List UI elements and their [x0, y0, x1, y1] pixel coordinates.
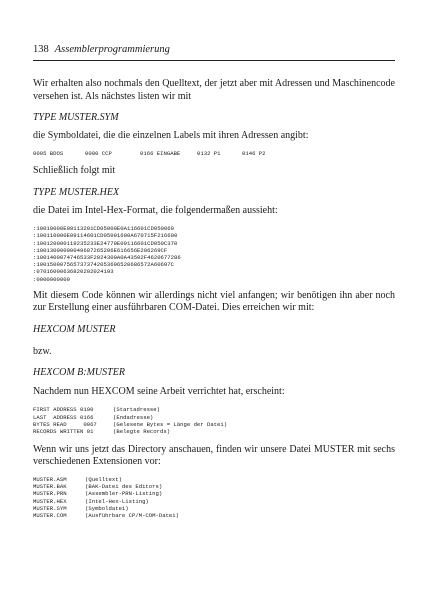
bzw-text: bzw. [33, 345, 52, 357]
file-desc: (Ausführbare CP/M-COM-Datei) [85, 512, 179, 520]
file-desc: (Symboldatei) [85, 504, 129, 512]
symbol-entry: 0005 BDOS [33, 150, 64, 158]
symbol-entry: 0132 P1 [197, 150, 221, 158]
symbol-entry: 0166 EINGABE [140, 150, 181, 158]
hex-line: :10013000000049687265206E616656E206269CF [33, 246, 168, 254]
hex-line: :10010000E09113201CD05000E0A116601CD050060 [33, 225, 174, 233]
header-rule [33, 60, 395, 61]
page-header [33, 44, 395, 58]
hex-line: :07016000636820202024193 [33, 268, 114, 276]
hex-line: :1001500075657373742053696520686572A60697C [33, 261, 174, 269]
file-desc: (Assembler-PRN-Listing) [85, 490, 163, 498]
file-list [33, 476, 395, 520]
output-note: (Endadresse) [113, 413, 154, 421]
output-field: FIRST ADDRESS 0100 [33, 406, 94, 414]
command-hexcom-b: HEXCOM B:MUSTER [33, 367, 125, 379]
file-desc: (Quelltext) [85, 475, 122, 483]
paragraph-6: Nachdem nun HEXCOM seine Arbeit verrichtet hat, erscheint: [33, 385, 285, 397]
file-name: MUSTER.HEX [33, 497, 67, 505]
file-name: MUSTER.PRN [33, 490, 67, 498]
paragraph-1: Wir erhalten also nochmals den Quelltext, der jetzt aber mit Adressen und Maschinencode versehen ist. Als nächstes listen wir mit [33, 78, 395, 102]
output-field: RECORDS WRITTEN 01 [33, 428, 94, 436]
paragraph-4: die Datei im Intel-Hex-Format, die folgendermaßen aussieht: [33, 204, 278, 216]
file-desc: (BAK-Datei des Editors) [85, 483, 163, 491]
file-name: MUSTER.ASM [33, 475, 67, 483]
command-type-sym: TYPE MUSTER.SYM [33, 112, 119, 124]
file-desc: (Intel-Hex-Listing) [85, 497, 149, 505]
symbol-entry: 0000 CCP [85, 150, 112, 158]
output-field: LAST ADDRESS 0166 [33, 413, 94, 421]
symbol-table [33, 150, 395, 158]
output-note: (Belegte Records) [113, 428, 171, 436]
symbol-entry: 0146 P2 [242, 150, 266, 158]
hex-line: :1001400074746533F2024300A0A43502F4620677286 [33, 253, 181, 261]
paragraph-3: Schließlich folgt mit [33, 165, 116, 177]
output-note: (Gelesene Bytes = Länge der Datei) [113, 420, 228, 428]
hex-line: :100110000E09114601CD05001600A670715F216600 [33, 232, 178, 240]
file-name: MUSTER.COM [33, 512, 67, 520]
hex-listing [33, 225, 395, 283]
paragraph-5: Mit diesem Code können wir allerdings nicht viel anfangen; wir benötigen ihn aber noch zur Erstellung einer ausführbaren COM-Datei. Dies erreichen wir mit: [33, 289, 395, 314]
command-type-hex: TYPE MUSTER.HEX [33, 186, 120, 198]
hex-line: :0000000000 [33, 275, 70, 283]
output-note: (Startadresse) [113, 406, 160, 414]
paragraph-2: die Symboldatei, die die einzelnen Labels mit ihren Adressen angibt: [33, 129, 309, 141]
hexcom-output [33, 406, 395, 435]
hex-line: :100120000119235233E24770E09116601CD050C370 [33, 239, 178, 247]
file-name: MUSTER.BAK [33, 483, 67, 491]
file-name: MUSTER.SYM [33, 504, 67, 512]
running-title: Assemblerprogrammierung [54, 44, 170, 55]
book-page [33, 44, 395, 520]
output-field: BYTES READ 0067 [33, 420, 97, 428]
command-hexcom: HEXCOM MUSTER [33, 323, 116, 335]
page-number: 138 [33, 44, 49, 55]
paragraph-7: Wenn wir uns jetzt das Directory anschauen, finden wir unsere Datei MUSTER mit sechs verschiedenen Extensionen vor: [33, 443, 395, 468]
